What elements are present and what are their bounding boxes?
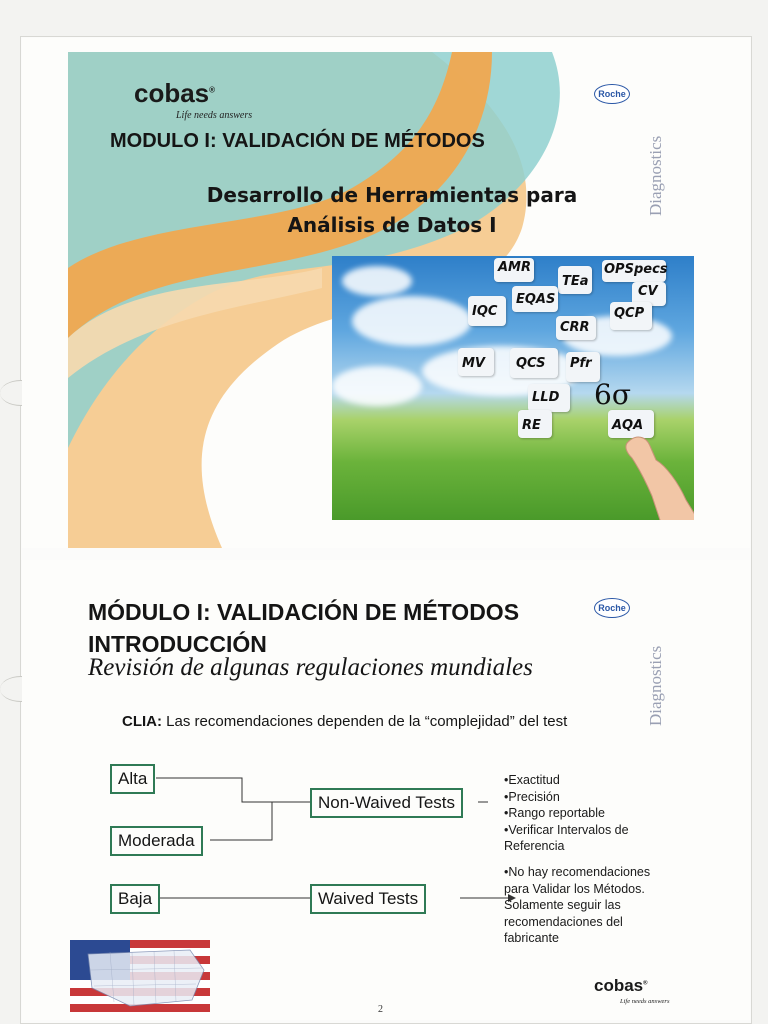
waived-notes <box>504 864 650 947</box>
puzzle-label-tea: TEa <box>562 274 589 289</box>
diagnostics-vertical-label: Diagnostics <box>646 135 665 216</box>
cobas-tagline-footer: Life needs answers <box>620 998 670 1005</box>
diagnostics-vertical-label-slide2: Diagnostics <box>646 645 665 726</box>
slide-2 <box>22 560 750 1020</box>
puzzle-label-pfr: Pfr <box>570 356 592 371</box>
slide2-subtitle: Revisión de algunas regulaciones mundiales <box>88 654 533 681</box>
note-line: recomendaciones del <box>504 914 623 929</box>
slide1-title-line2: Análisis de Datos I <box>287 213 497 237</box>
note-line: •Precisión <box>504 789 560 804</box>
slide1-module-title: MODULO I: VALIDACIÓN DE MÉTODOS <box>110 130 485 152</box>
slide2-heading-line2: INTRODUCCIÓN <box>88 631 267 657</box>
page-number: 2 <box>378 1004 383 1015</box>
puzzle-label-amr: AMR <box>498 260 532 275</box>
puzzle-label-cv: CV <box>638 284 658 299</box>
puzzle-label-qcs: QCS <box>516 356 546 371</box>
note-line: Solamente seguir las <box>504 898 621 912</box>
note-line: Referencia <box>504 839 565 853</box>
puzzle-label-lld: LLD <box>532 390 560 405</box>
slide2-heading-line1: MÓDULO I: VALIDACIÓN DE MÉTODOS <box>88 599 520 625</box>
roche-logo: Roche <box>594 84 630 104</box>
note-line: •Rango reportable <box>504 806 605 820</box>
slide1-title-line1: Desarrollo de Herramientas para <box>206 183 578 207</box>
cobas-logo: cobas® <box>134 78 216 108</box>
puzzle-label-iqc: IQC <box>472 304 498 319</box>
puzzle-label-re: RE <box>522 418 541 433</box>
cobas-tagline: Life needs answers <box>176 110 253 121</box>
level-alta-box: Alta <box>110 764 155 794</box>
puzzle-label-aqa: AQA <box>612 418 644 433</box>
note-line: fabricante <box>504 931 559 945</box>
clia-label: CLIA: <box>122 713 162 730</box>
non-waived-notes <box>504 772 629 855</box>
puzzle-label-six-sigma: 6σ <box>594 378 631 411</box>
slide1-title <box>142 180 642 240</box>
puzzle-label-opspecs: OPSpecs <box>604 262 668 277</box>
puzzle-label-qcp: QCP <box>614 306 645 321</box>
level-moderada-box: Moderada <box>110 826 203 856</box>
note-line: •Exactitud <box>504 773 560 787</box>
note-line: para Validar los Métodos. <box>504 881 645 896</box>
slide-1 <box>22 38 750 548</box>
roche-logo-slide2: Roche <box>594 598 630 618</box>
cobas-logo-footer: cobas® <box>594 976 648 995</box>
puzzle-label-eqas: EQAS <box>516 292 556 307</box>
note-line: •No hay recomendaciones <box>504 865 651 879</box>
puzzle-label-crr: CRR <box>560 320 590 335</box>
clia-text: Las recomendaciones dependen de la “complejidad” del test <box>166 713 568 730</box>
note-line: •Verificar Intervalos de <box>504 822 629 837</box>
waived-tests-box: Waived Tests <box>310 884 426 914</box>
hand-illustration <box>622 426 694 520</box>
puzzle-photo <box>332 256 694 520</box>
level-baja-box: Baja <box>110 884 160 914</box>
puzzle-label-mv: MV <box>462 356 485 371</box>
us-flag-map-image <box>70 940 210 1020</box>
non-waived-tests-box: Non-Waived Tests <box>310 788 463 818</box>
